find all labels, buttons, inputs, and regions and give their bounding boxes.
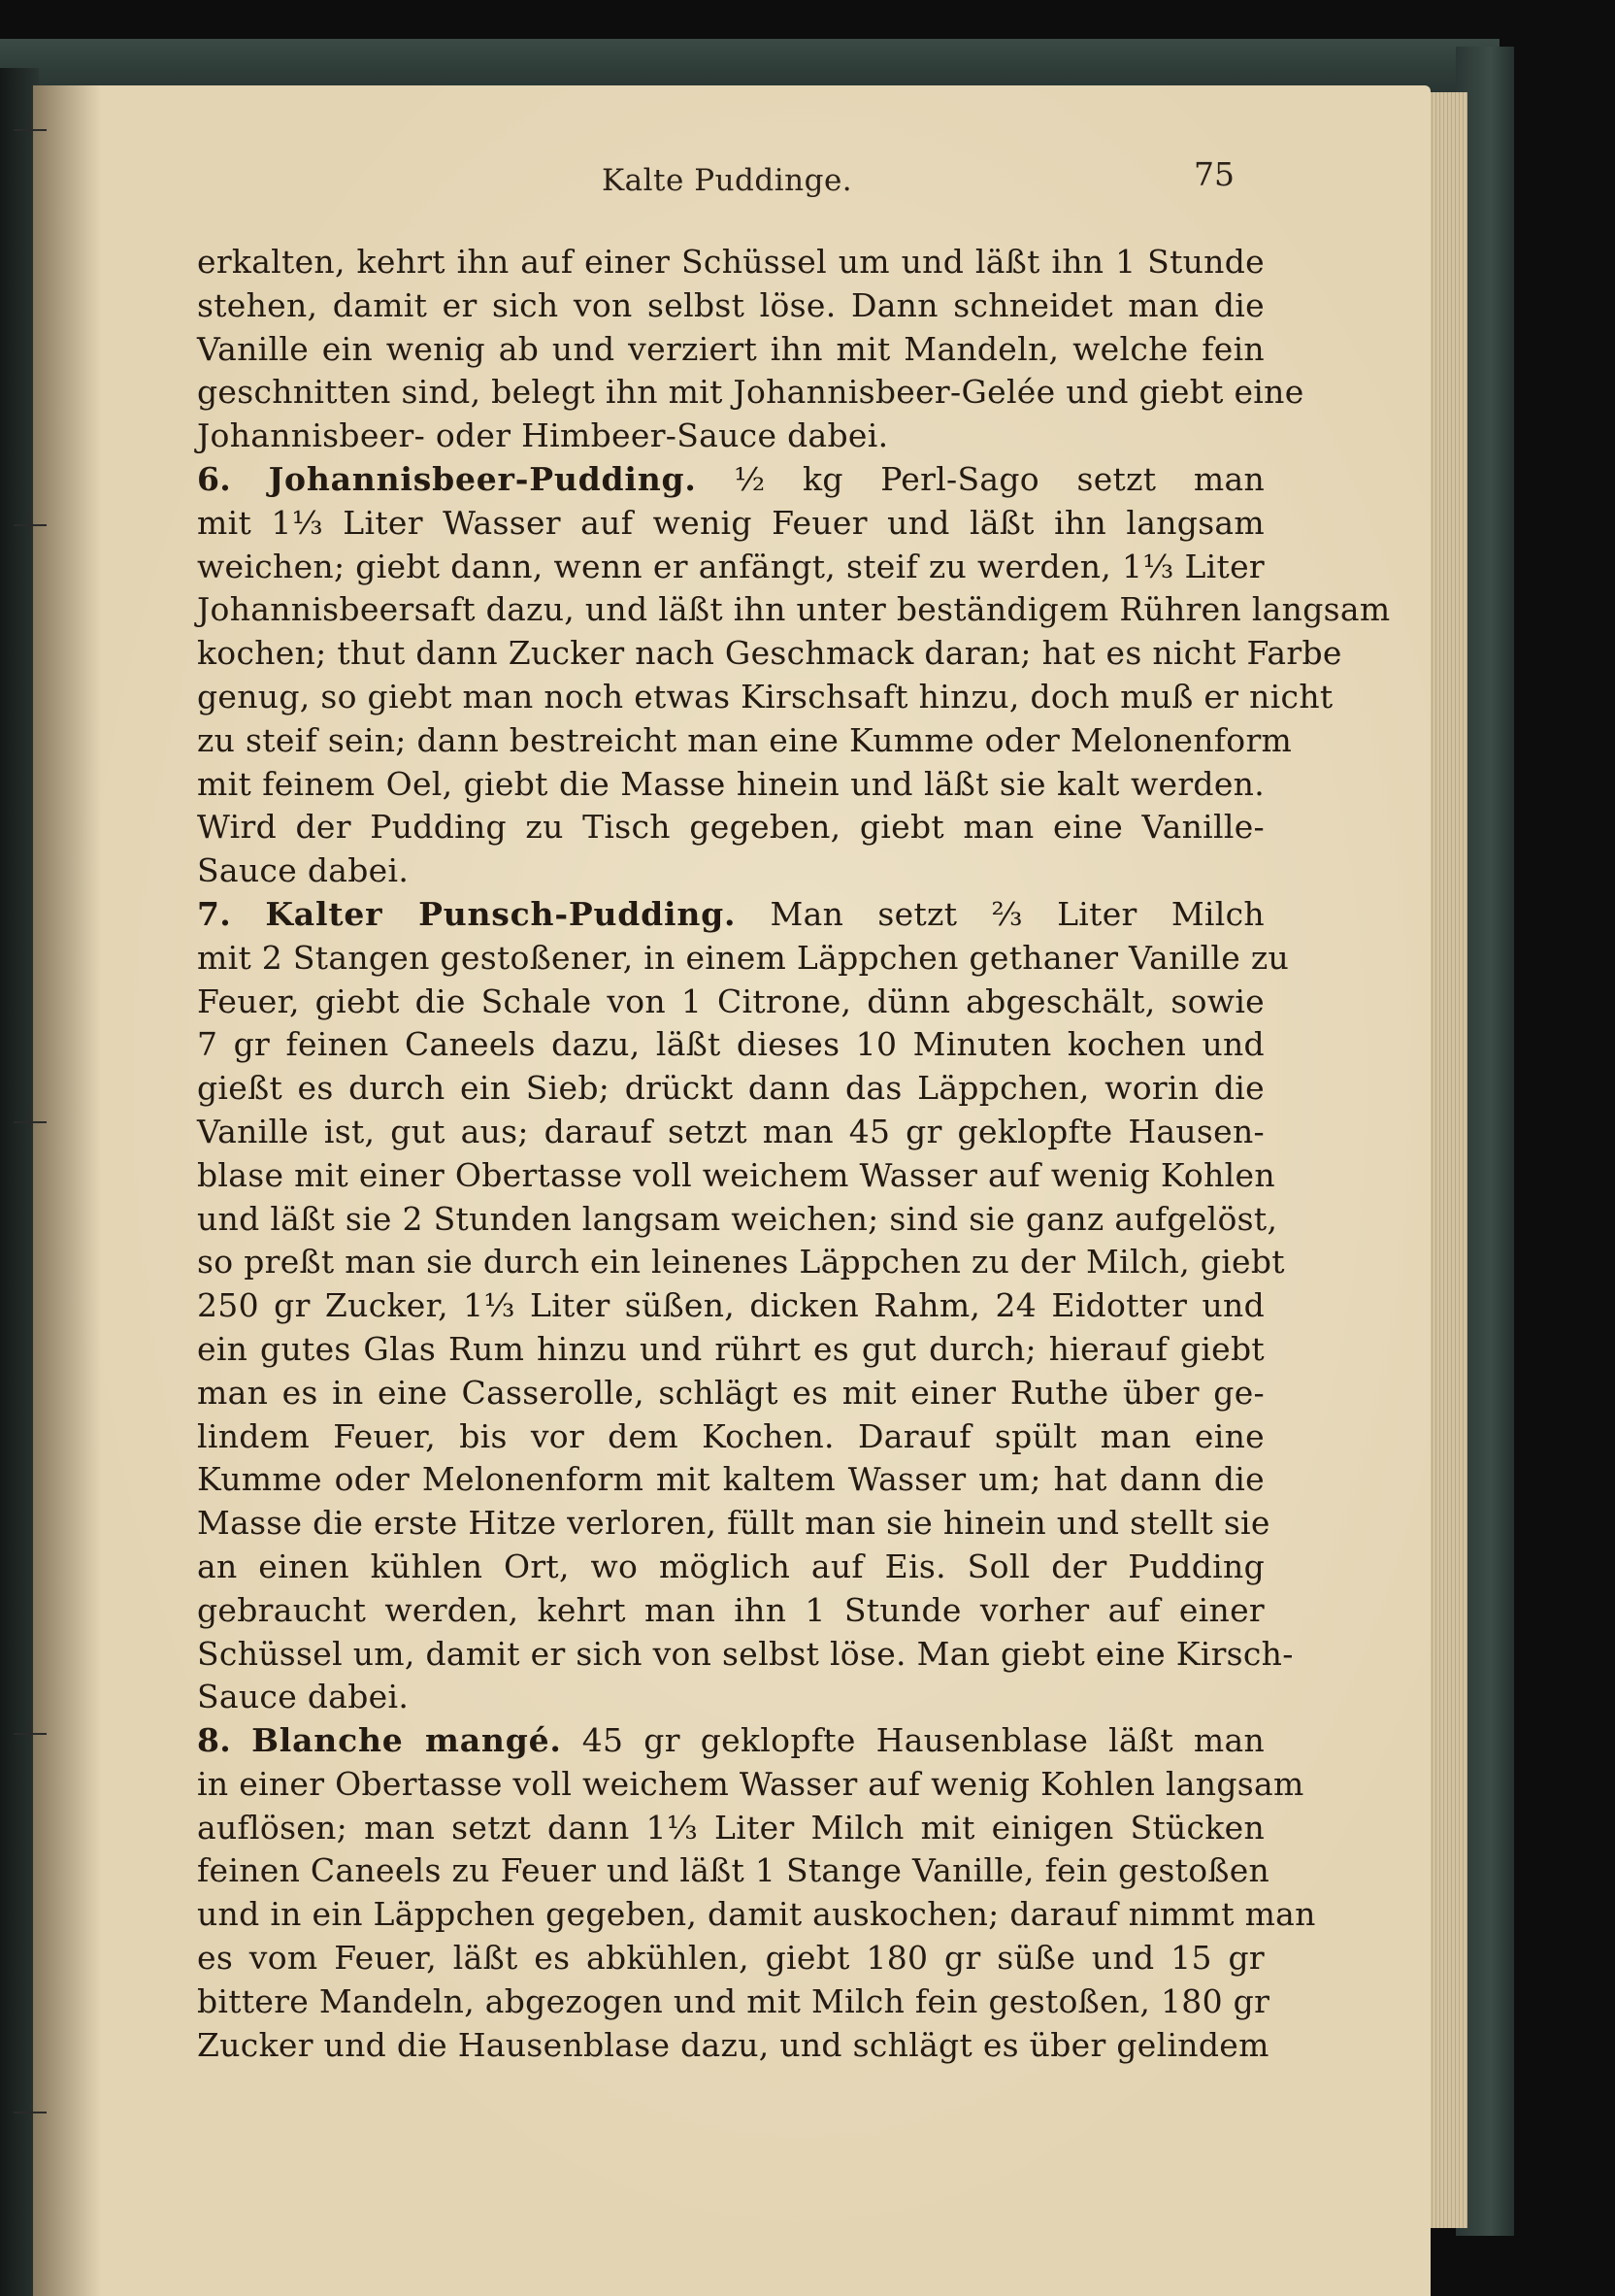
binding-thread-mark (14, 1728, 47, 1740)
gutter-shadow (33, 85, 101, 2296)
text-line (197, 1154, 1275, 1198)
text-line (197, 937, 1290, 981)
recipe-number: 6. (197, 459, 232, 498)
text-line (197, 1633, 1294, 1677)
text-line (197, 1023, 1265, 1067)
text-line (197, 981, 1265, 1024)
recipe-heading-line (197, 1719, 1265, 1763)
text-line (197, 676, 1334, 719)
line-text: gießt es durch ein Sieb; drückt dann das Läppchen, worin die (197, 1069, 1265, 1108)
line-text: weichen; giebt dann, wenn er anfängt, steif zu werden, 1⅓ Liter (197, 547, 1265, 585)
binding-thread-mark (14, 2107, 47, 2118)
text-line (197, 1415, 1265, 1459)
text-line (197, 763, 1265, 807)
text-line (197, 284, 1265, 328)
recipe-title: Johannisbeer-Pudding. (268, 459, 697, 498)
line-text: auflösen; man setzt dann 1⅓ Liter Milch mit einigen Stücken (197, 1808, 1265, 1847)
text-line (197, 1676, 1265, 1719)
text-line (197, 1198, 1278, 1242)
text-line (197, 806, 1265, 849)
text-line (197, 371, 1304, 415)
line-text: und in ein Läppchen gegeben, damit auskochen; darauf nimmt man (197, 1895, 1316, 1934)
text-line (197, 1284, 1265, 1328)
recipe-heading-line (197, 458, 1265, 502)
text-line (197, 1980, 1270, 2024)
line-text: 7 gr feinen Caneels dazu, läßt dieses 10 Minuten kochen und (197, 1025, 1265, 1064)
line-text: Schüssel um, damit er sich von selbst löse. Man giebt eine Kirsch- (197, 1634, 1294, 1673)
recipe-number: 7. (197, 894, 232, 933)
text-line (197, 415, 1265, 458)
line-text: feinen Caneels zu Feuer und läßt 1 Stange Vanille, fein gestoßen (197, 1851, 1270, 1890)
text-line (197, 241, 1265, 284)
line-text: blase mit einer Obertasse voll weichem Wasser auf wenig Kohlen (197, 1155, 1275, 1194)
text-line (197, 1111, 1265, 1154)
text-line (197, 588, 1391, 632)
text-line (197, 1067, 1265, 1111)
line-text: bittere Mandeln, abgezogen und mit Milch fein gestoßen, 180 gr (197, 1981, 1270, 2020)
recipe-number: 8. (197, 1721, 232, 1760)
text-line (197, 1763, 1304, 1807)
text-line (197, 1328, 1265, 1372)
line-text: gebraucht werden, kehrt man ihn 1 Stunde vorher auf einer (197, 1590, 1265, 1629)
text-block (197, 241, 1391, 2067)
line-text: Kumme oder Melonenform mit kaltem Wasser um; hat dann die (197, 1460, 1265, 1499)
running-head: Kalte Puddinge. (602, 163, 853, 198)
text-line (197, 1807, 1265, 1850)
text-line (197, 632, 1342, 676)
line-text: genug, so giebt man noch etwas Kirschsaft hinzu, doch muß er nicht (197, 677, 1334, 715)
binding-thread-mark (14, 124, 47, 136)
text-line (197, 1546, 1265, 1589)
line-text: Man setzt ⅔ Liter Milch (770, 894, 1265, 933)
line-text: Wird der Pudding zu Tisch gegeben, giebt man eine Vanille- (197, 808, 1265, 847)
line-text: mit 2 Stangen gestoßener, in einem Läppchen gethaner Vanille zu (197, 938, 1290, 977)
text-line (197, 328, 1265, 372)
page-number: 75 (1194, 155, 1235, 193)
text-line (197, 1589, 1265, 1633)
binding-thread-mark (14, 519, 47, 531)
line-text: stehen, damit er sich von selbst löse. Dann schneidet man die (197, 285, 1265, 324)
line-text: man es in eine Casserolle, schlägt es mit einer Ruthe über ge- (197, 1373, 1265, 1412)
line-text: Sauce dabei. (197, 1678, 410, 1716)
line-text: Johannisbeersaft dazu, und läßt ihn unter beständigem Rühren langsam (197, 590, 1391, 629)
recipe-title: Blanche mangé. (251, 1721, 562, 1760)
line-text: Vanille ist, gut aus; darauf setzt man 45 gr geklopfte Hausen- (197, 1112, 1265, 1150)
line-text: und läßt sie 2 Stunden langsam weichen; sind sie ganz aufgelöst, (197, 1199, 1278, 1238)
text-line (197, 1502, 1270, 1546)
recipe-heading-line (197, 893, 1265, 937)
line-text: in einer Obertasse voll weichem Wasser auf wenig Kohlen langsam (197, 1764, 1304, 1803)
line-text: Masse die erste Hitze verloren, füllt man sie hinein und stellt sie (197, 1504, 1270, 1543)
line-text: 250 gr Zucker, 1⅓ Liter süßen, dicken Rahm, 24 Eidotter und (197, 1286, 1265, 1325)
line-text: kochen; thut dann Zucker nach Geschmack daran; hat es nicht Farbe (197, 634, 1342, 673)
line-text: 45 gr geklopfte Hausenblase läßt man (581, 1721, 1265, 1760)
text-line (197, 849, 1265, 893)
text-line (197, 1893, 1316, 1937)
text-line (197, 502, 1265, 546)
text-line (197, 1937, 1265, 1980)
line-text: an einen kühlen Ort, wo möglich auf Eis. Soll der Pudding (197, 1547, 1265, 1585)
text-line (197, 719, 1293, 763)
line-text: lindem Feuer, bis vor dem Kochen. Darauf spült man eine (197, 1416, 1265, 1455)
line-text: Johannisbeer- oder Himbeer-Sauce dabei. (197, 416, 889, 455)
line-text: es vom Feuer, läßt es abkühlen, giebt 180 gr süße und 15 gr (197, 1939, 1265, 1978)
line-text: so preßt man sie durch ein leinenes Läppchen zu der Milch, giebt (197, 1243, 1285, 1281)
text-line (197, 1849, 1270, 1893)
line-text: erkalten, kehrt ihn auf einer Schüssel um und läßt ihn 1 Stunde (197, 243, 1265, 281)
line-text: ½ kg Perl-Sago setzt man (734, 459, 1266, 498)
line-text: Sauce dabei. (197, 851, 410, 890)
recipe-title: Kalter Punsch-Pudding. (265, 894, 737, 933)
line-text: mit 1⅓ Liter Wasser auf wenig Feuer und läßt ihn langsam (197, 503, 1265, 542)
binding-thread-mark (14, 1116, 47, 1128)
text-line (197, 2024, 1269, 2068)
text-line (197, 546, 1265, 589)
line-text: Feuer, giebt die Schale von 1 Citrone, dünn abgeschält, sowie (197, 982, 1265, 1020)
line-text: geschnitten sind, belegt ihn mit Johannisbeer-Gelée und giebt eine (197, 373, 1304, 412)
text-line (197, 1372, 1265, 1415)
line-text: zu steif sein; dann bestreicht man eine Kumme oder Melonenform (197, 720, 1293, 759)
line-text: Vanille ein wenig ab und verziert ihn mit Mandeln, welche fein (197, 329, 1265, 368)
line-text: mit feinem Oel, giebt die Masse hinein und läßt sie kalt werden. (197, 764, 1265, 803)
line-text: Zucker und die Hausenblase dazu, und schlägt es über gelindem (197, 2025, 1269, 2064)
text-line (197, 1241, 1285, 1284)
text-line (197, 1458, 1265, 1502)
line-text: ein gutes Glas Rum hinzu und rührt es gut durch; hierauf giebt (197, 1329, 1265, 1368)
